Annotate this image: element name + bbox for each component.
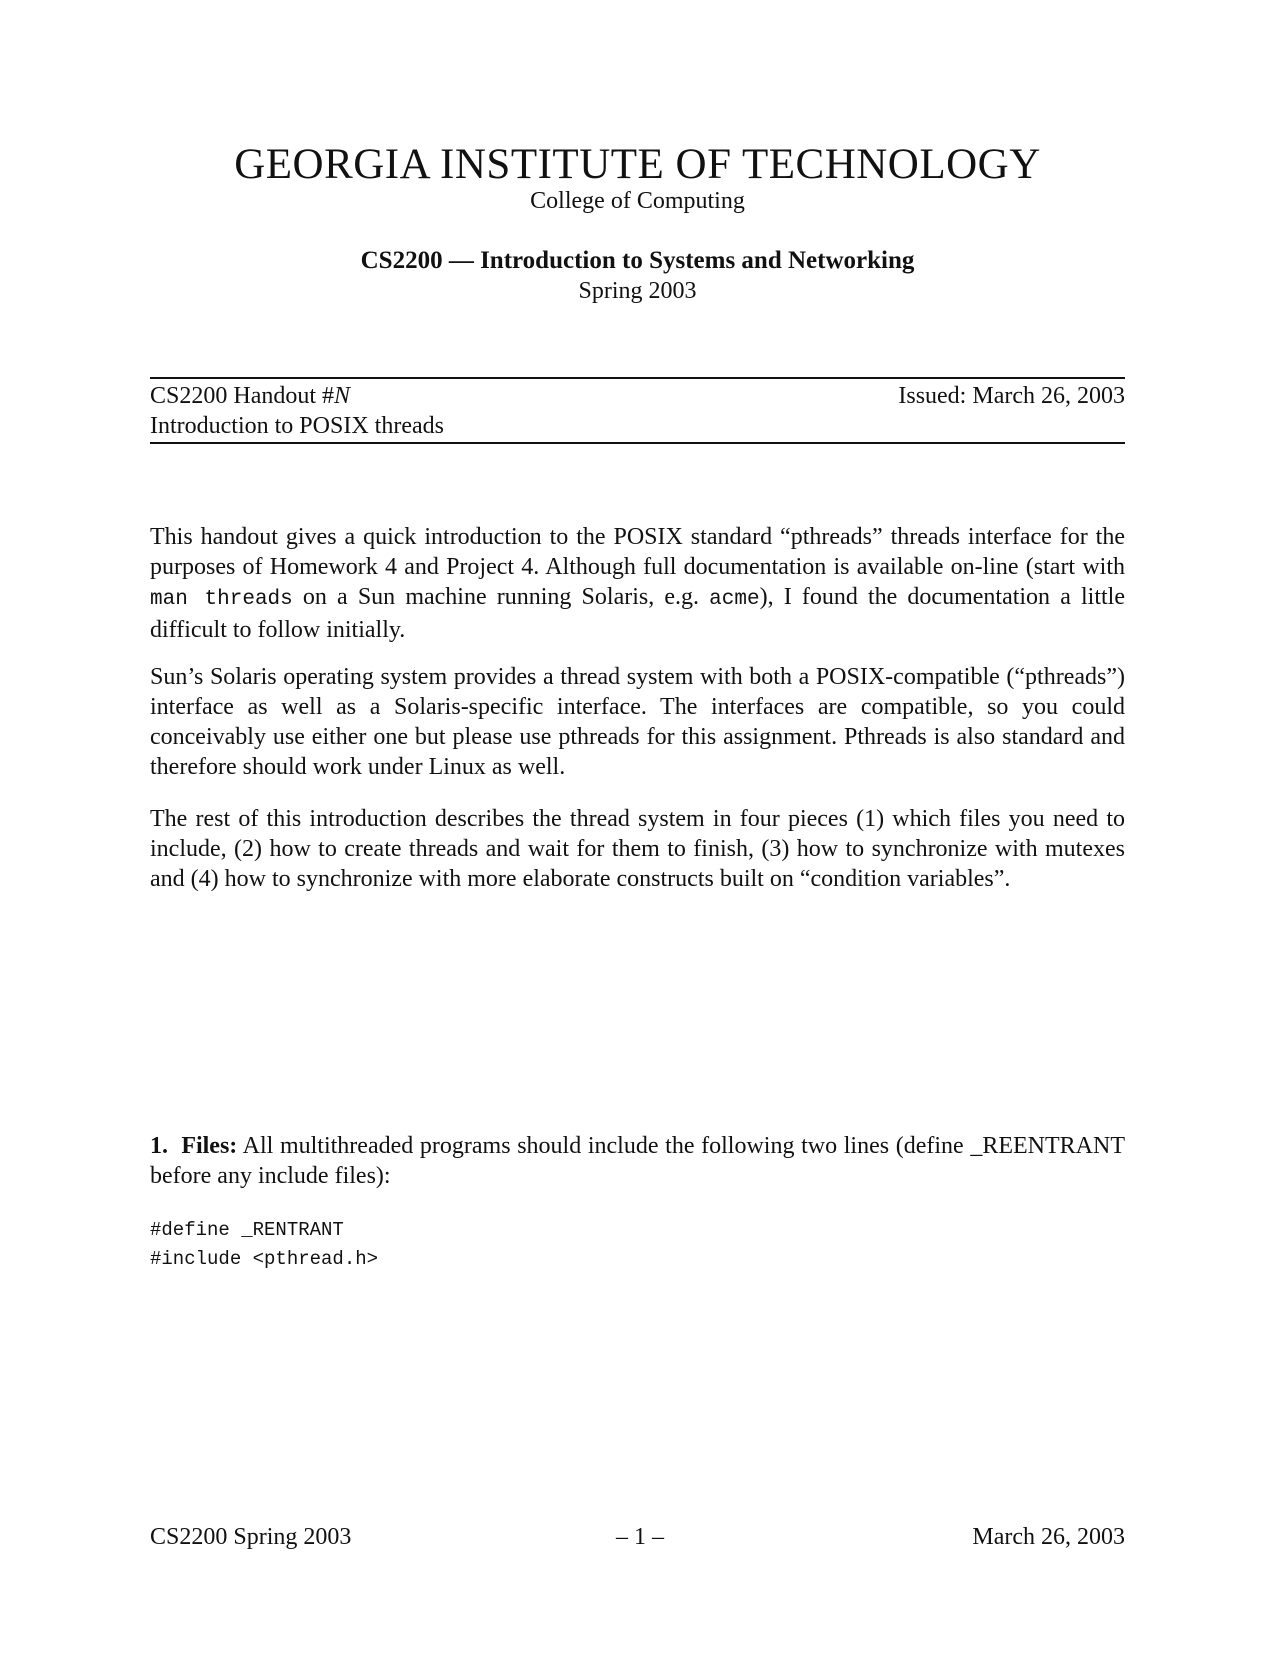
code-line-include: #include <pthread.h> — [150, 1248, 379, 1270]
solaris-paragraph: Sun’s Solaris operating system provides a thread system with both a POSIX-compatible (“pthreads”) interface as well as a Solaris-specific interface. The interfaces are compatible, so you could conceivably use either one but please use pthreads for this assignment. Pthreads is also standard and therefore should work under Linux as well. — [150, 664, 1125, 780]
code-line-define: #define _RENTRANT — [150, 1219, 344, 1241]
footer-course: CS2200 Spring 2003 — [150, 1524, 352, 1550]
college-name: College of Computing — [530, 188, 745, 214]
handout-label-prefix: CS2200 Handout # — [150, 383, 335, 409]
handout-label — [150, 381, 350, 411]
intro-text-3: ), I found the documentation a little difficult to follow initially. — [150, 584, 1125, 643]
inline-code-acme: acme — [709, 588, 760, 611]
overview-paragraph: The rest of this introduction describes the thread system in four pieces (1) which files you need to include, (2) how to create threads and wait for them to finish, (3) how to synchronize with mutexes and (4) how to synchronize with more elaborate constructs built on “condition variables”. — [150, 806, 1125, 892]
course-term: Spring 2003 — [578, 278, 697, 304]
footer-page-number: – 1 – — [616, 1524, 664, 1550]
institution-title: GEORGIA INSTITUTE OF TECHNOLOGY — [234, 141, 1041, 188]
section-text: All multithreaded programs should include the following two lines (define _REENTRANT before any include files): — [150, 1133, 1126, 1189]
course-title: CS2200 — Introduction to Systems and Networking — [360, 247, 915, 274]
handout-number: N — [334, 383, 351, 409]
intro-text-2: on a Sun machine running Solaris, e.g. — [292, 584, 710, 610]
section-number: 1. — [150, 1133, 168, 1159]
section-heading: Files: — [181, 1133, 238, 1159]
header-rule-bottom — [150, 442, 1125, 444]
intro-text-1: This handout gives a quick introduction to the POSIX standard “pthreads” threads interface for the purposes of Homework 4 and Project 4. Although full documentation is available on-line (start with — [150, 524, 1125, 580]
footer-date: March 26, 2003 — [972, 1524, 1125, 1550]
inline-code-man-threads: man threads — [150, 588, 293, 611]
header-rule-top — [150, 377, 1125, 379]
intro-paragraph — [150, 522, 1125, 645]
section-files — [150, 1131, 1125, 1191]
handout-subtitle: Introduction to POSIX threads — [150, 413, 444, 439]
issued-date: Issued: March 26, 2003 — [898, 383, 1125, 409]
